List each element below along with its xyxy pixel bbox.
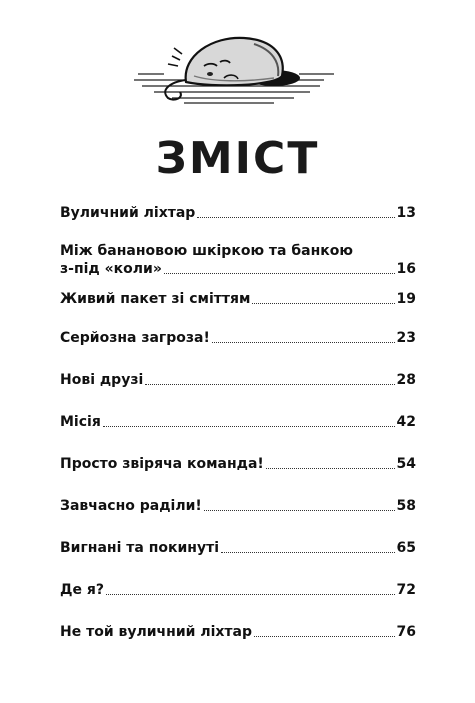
toc-page-number: 28	[396, 372, 416, 388]
toc-entry[interactable]	[60, 581, 416, 623]
illustration-svg	[124, 16, 344, 108]
toc-page-number: 42	[396, 414, 416, 430]
toc-entry[interactable]	[60, 329, 416, 371]
toc-page-number: 23	[396, 330, 416, 346]
toc-leader-dots	[106, 593, 395, 595]
toc-entry[interactable]	[60, 623, 416, 665]
toc-leader-dots	[197, 216, 394, 218]
toc-entry-title: Просто звіряча команда!	[60, 456, 264, 472]
toc-entry-title-line1: Між банановою шкіркою та банкою	[60, 243, 353, 259]
toc-page-number: 16	[396, 261, 416, 277]
toc-leader-dots	[103, 425, 395, 427]
toc-leader-dots	[221, 551, 395, 553]
toc-entry[interactable]	[60, 413, 416, 455]
toc-entry-title: Де я?	[60, 582, 104, 598]
toc-entry[interactable]	[60, 290, 416, 329]
table-of-contents	[60, 204, 416, 665]
toc-page-number: 72	[396, 582, 416, 598]
toc-entry-title: Не той вуличний ліхтар	[60, 624, 252, 640]
toc-entry-title: Вигнані та покинуті	[60, 540, 220, 556]
toc-leader-dots	[164, 272, 395, 274]
toc-leader-dots	[252, 302, 394, 304]
toc-entry-title: з-під «коли»	[60, 261, 162, 277]
toc-entry[interactable]	[60, 242, 416, 290]
toc-leader-dots	[212, 341, 395, 343]
toc-entry-title: Серйозна загроза!	[60, 330, 210, 346]
sleeping-creature-illustration-icon	[124, 16, 344, 108]
toc-entry[interactable]	[60, 497, 416, 539]
toc-entry-title: Вуличний ліхтар	[60, 205, 196, 221]
toc-leader-dots	[204, 509, 395, 511]
toc-entry[interactable]	[60, 371, 416, 413]
page-title: ЗМІСТ	[155, 133, 320, 184]
toc-page-number: 19	[396, 291, 416, 307]
toc-leader-dots	[266, 467, 395, 469]
toc-entry[interactable]	[60, 539, 416, 581]
toc-leader-dots	[254, 635, 395, 637]
toc-page-number: 13	[396, 205, 416, 221]
toc-page-number: 76	[396, 624, 416, 640]
toc-entry-title: Живий пакет зі сміттям	[60, 291, 251, 307]
toc-entry-title: Нові друзі	[60, 372, 144, 388]
toc-entry[interactable]	[60, 455, 416, 497]
toc-entry[interactable]	[60, 204, 416, 246]
toc-entry-title: Місія	[60, 414, 101, 430]
toc-entry-title: Завчасно раділи!	[60, 498, 202, 514]
toc-page-number: 65	[396, 540, 416, 556]
toc-leader-dots	[145, 383, 394, 385]
toc-page-number: 54	[396, 456, 416, 472]
toc-page-number: 58	[396, 498, 416, 514]
